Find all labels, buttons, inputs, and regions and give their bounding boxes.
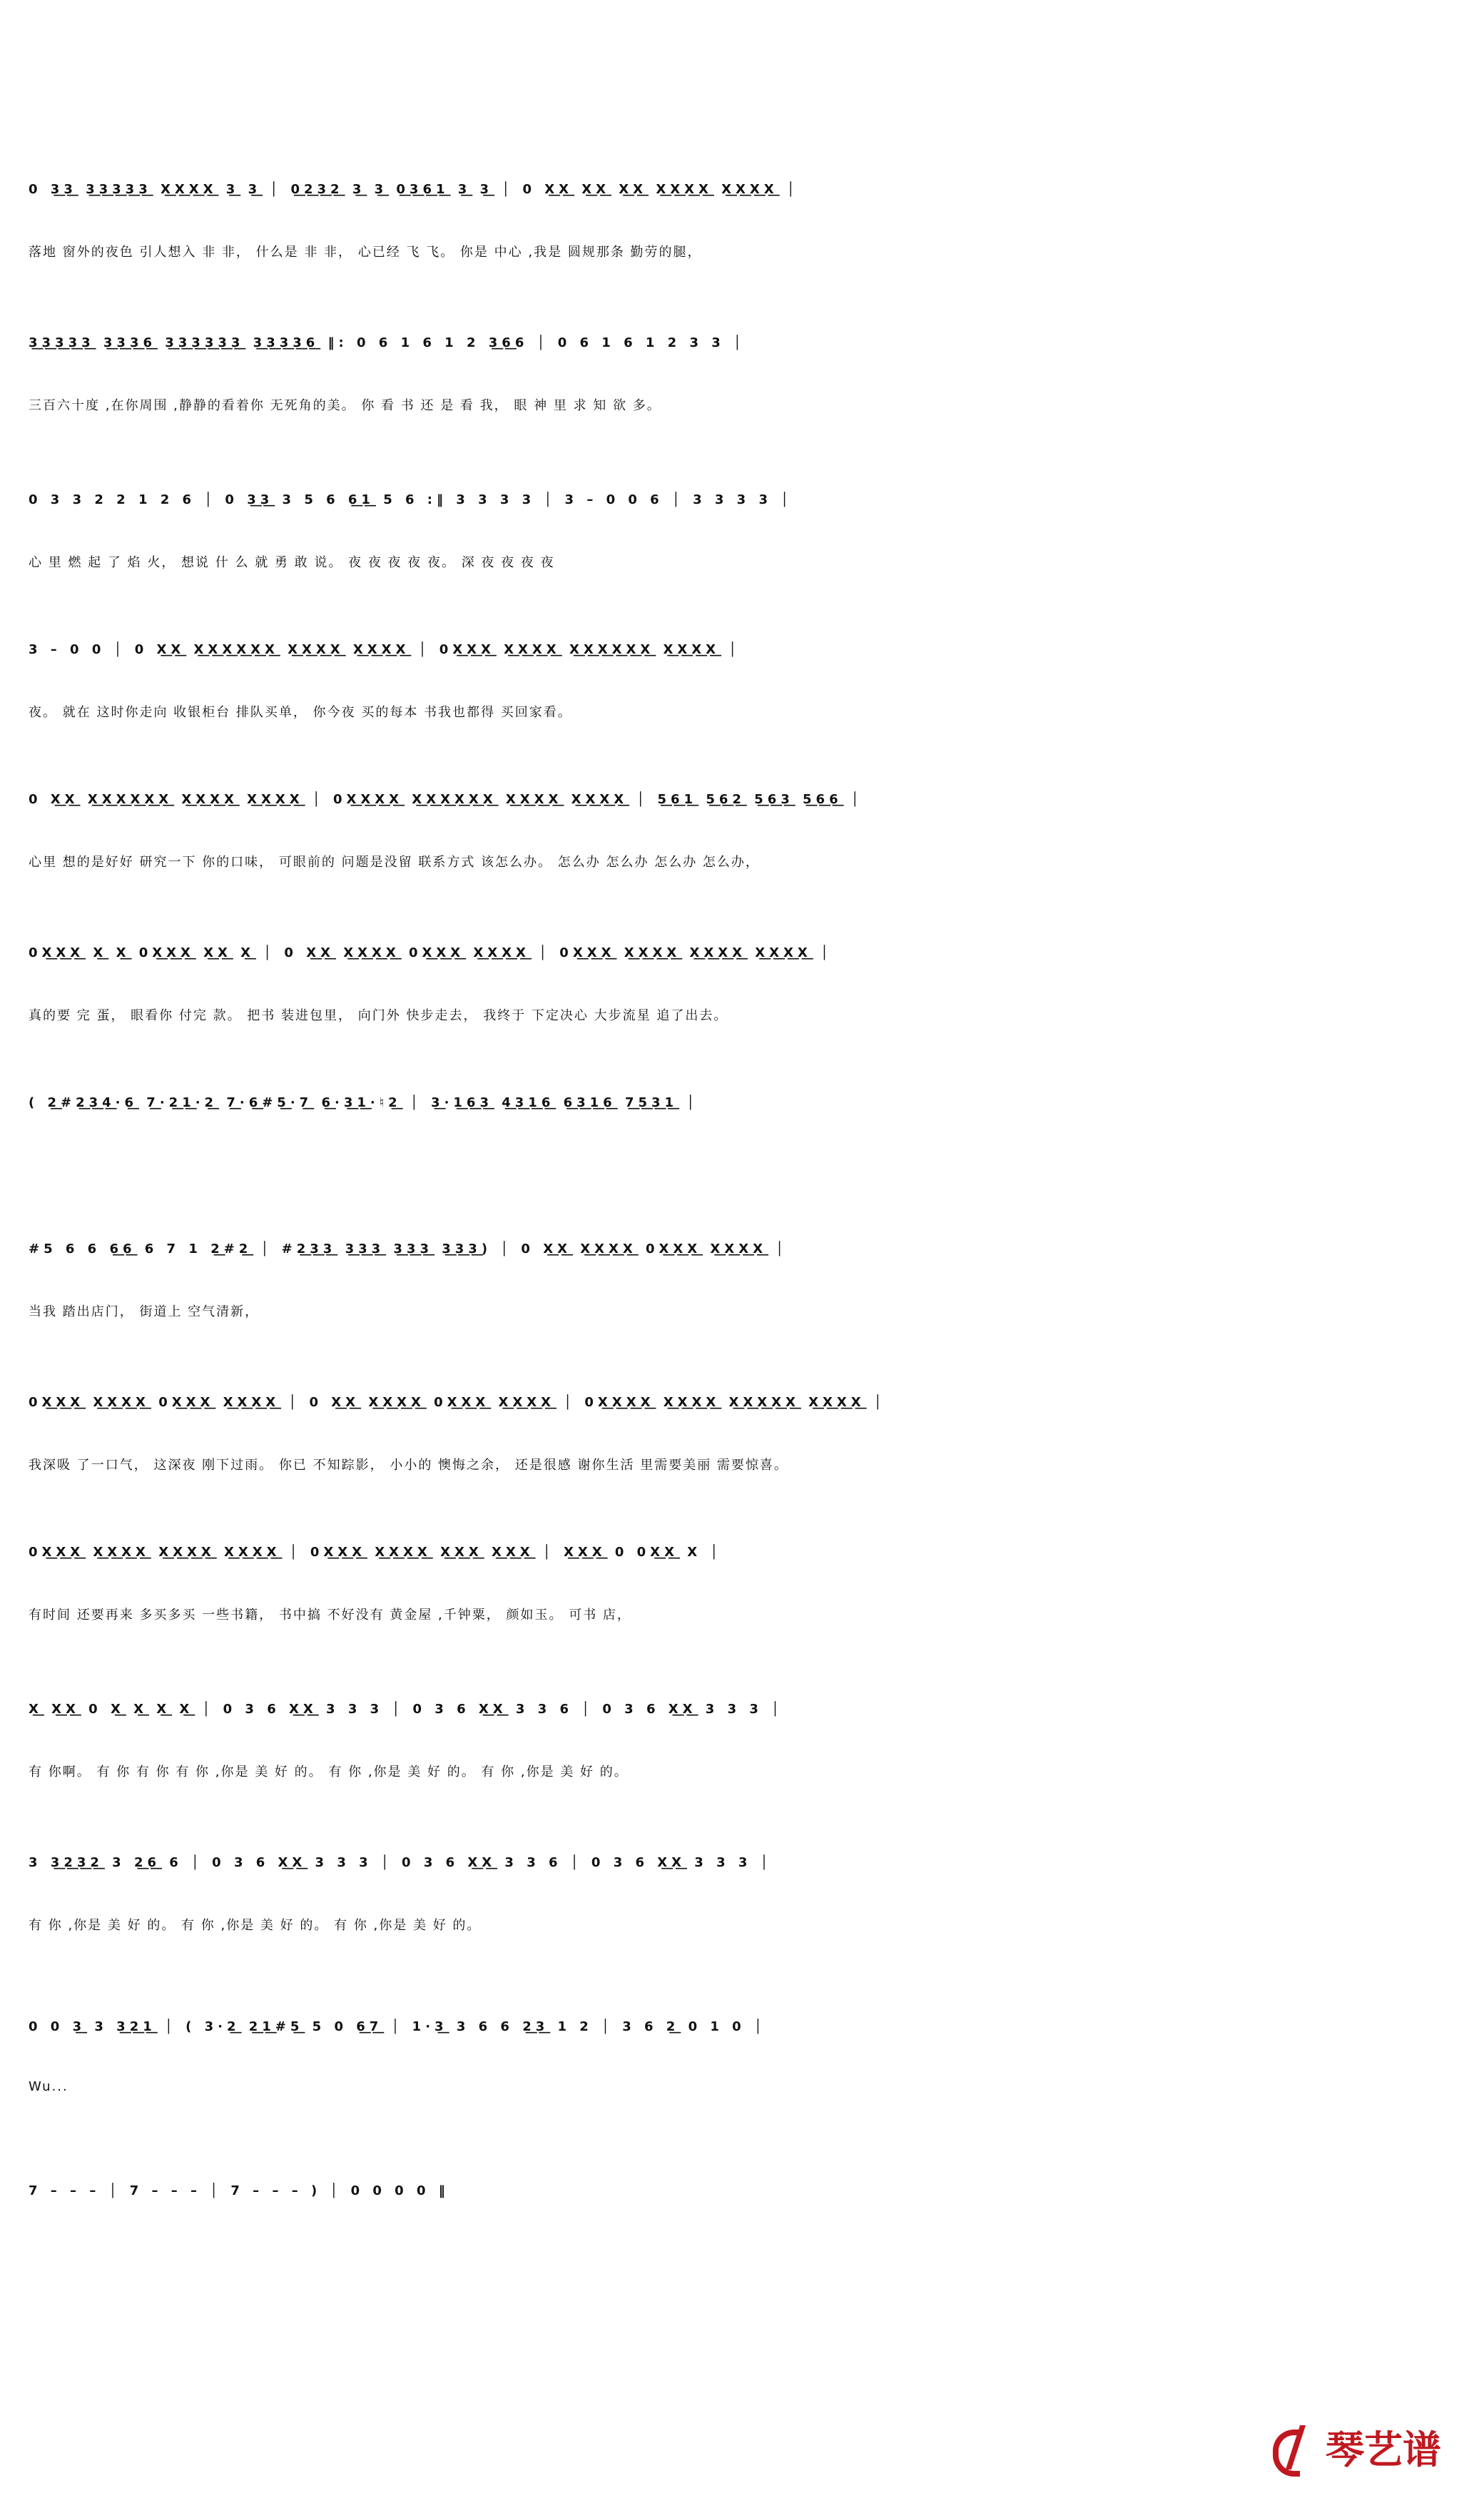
- lyric-line: 落地 窗外的夜色 引人想入 非 非， 什么是 非 非， 心已经 飞 飞。 你是 中心 ,我是 圆规那条 勤劳的腿，: [29, 245, 702, 260]
- lyric-line: 三百六十度 ,在你周围 ,静静的看着你 无死角的美。 你 看 书 还 是 看 我， 眼 神 里 求 知 欲 多。: [29, 398, 661, 413]
- lyric-line: 有时间 还要再来 多买多买 一些书籍， 书中搞 不好没有 黄金屋 ,千钟粟， 颜如玉。 可书 店，: [29, 1608, 631, 1623]
- lyric-line: 我深吸 了一口气， 这深夜 刚下过雨。 你已 不知踪影， 小小的 懊悔之余， 还是很感 谢你生活 里需要美丽 需要惊喜。: [29, 1458, 788, 1473]
- notation-line: 0X͟X͟X͟ X͟ X͟ 0X͟X͟X͟ X͟X͟ X͟ │ 0 X͟X͟ X͟X͟X͟X͟ 0X͟X͟X͟ X͟X͟X͟X͟ │ 0X͟X͟X͟ X͟X͟X͟X͟ X͟X͟X͟X͟ X͟X͟X͟X͟ │: [29, 945, 833, 960]
- lyric-line: 有 你啊。 有 你 有 你 有 你 ,你是 美 好 的。 有 你 ,你是 美 好 的。 有 你 ,你是 美 好 的。: [29, 1765, 629, 1779]
- notation-line: 0 3͟3͟ 3͟3͟3͟3͟3͟ X͟X͟X͟X͟ 3͟ 3͟ │ 0͟2͟3͟2͟ 3͟ 3͟ 0͟3͟6͟1͟ 3͟ 3͟ │ 0 X͟X͟ X͟X͟ X͟X͟ X͟X͟X͟X͟ X͟X͟X͟X͟ │: [29, 182, 799, 197]
- lyric-line: 心 里 燃 起 了 焰 火， 想说 什 么 就 勇 敢 说。 夜 夜 夜 夜 夜。 深 夜 夜 夜 夜: [29, 555, 555, 570]
- lyric-line: Wu...: [29, 2079, 68, 2094]
- notation-line: #5 6 6 6͟6͟ 6 7 1 2͟#2͟ │ #2͟3͟3͟ 3͟3͟3͟ 3͟3͟3͟ 3͟3͟3͟) │ 0 X͟X͟ X͟X͟X͟X͟ 0X͟X͟X͟ X͟X͟X͟X͟ │: [29, 1242, 788, 1256]
- notation-line: 0 0 3͟ 3 3͟2͟1͟ │ ( 3·2͟ 2͟1͟#5͟ 5 0 6͟7͟ │ 1·3͟ 3 6 6 2͟3͟ 1 2 │ 3 6 2͟ 0 1 0 │: [29, 2019, 766, 2034]
- notation-line: 0X͟X͟X͟ X͟X͟X͟X͟ 0X͟X͟X͟ X͟X͟X͟X͟ │ 0 X͟X͟ X͟X͟X͟X͟ 0X͟X͟X͟ X͟X͟X͟X͟ │ 0X͟X͟X͟X͟ X͟X͟X͟X͟ X͟X͟X͟X͟X͟ X͟X͟X͟X͟ │: [29, 1395, 886, 1410]
- lyric-line: [29, 1155, 1455, 1198]
- notation-line: 7 – – – │ 7 – – – │ 7 – – – ) │ 0 0 0 0 ‖: [29, 2183, 449, 2198]
- notation-line: ( 2͟#2͟3͟4͟·6͟ 7͟·2͟1͟·2͟ 7͟·6͟#5͟·7͟ 6͟·3͟1͟·♮2͟ │ 3͟·1͟6͟3͟ 4͟3͟1͟6͟ 6͟3͟1͟6͟ 7͟5͟3͟1͟ │: [29, 1095, 699, 1110]
- site-logo: [1269, 2420, 1441, 2474]
- lyric-line: [29, 2243, 1455, 2286]
- lyric-line: 心里 想的是好好 研究一下 你的口味， 可眼前的 问题是没留 联系方式 该怎么办。 怎么办 怎么办 怎么办 怎么办，: [29, 855, 760, 870]
- notation-line: 3 – 0 0 │ 0 X͟X͟ X͟X͟X͟X͟X͟X͟ X͟X͟X͟X͟ X͟X͟X͟X͟ │ 0X͟X͟X͟ X͟X͟X͟X͟ X͟X͟X͟X͟X͟X͟ X͟X͟X͟X͟ │: [29, 642, 741, 657]
- notation-line: 3͟3͟3͟3͟3͟ 3͟3͟3͟6͟ 3͟3͟3͟3͟3͟3͟ 3͟3͟3͟3͟6͟ ‖: 0 6 1 6 1 2 3͟6͟6 │ 0 6 1 6 1 2 3 3 │: [29, 335, 746, 350]
- notation-line: 0X͟X͟X͟ X͟X͟X͟X͟ X͟X͟X͟X͟ X͟X͟X͟X͟ │ 0X͟X͟X͟ X͟X͟X͟X͟ X͟X͟X͟ X͟X͟X͟ │ X͟X͟X͟ 0 0X͟X͟ X │: [29, 1545, 723, 1560]
- notation-line: 3 3͟2͟3͟2͟ 3 2͟6͟ 6 │ 0 3 6 X͟X͟ 3 3 3 │ 0 3 6 X͟X͟ 3 3 6 │ 0 3 6 X͟X͟ 3 3 3 │: [29, 1855, 773, 1870]
- logo-text: 琴艺谱: [1326, 2427, 1441, 2472]
- lyric-line: 夜。 就在 这时你走向 收银柜台 排队买单， 你今夜 买的每本 书我也都得 买回家看。: [29, 705, 572, 720]
- notation-line: 0 3 3 2 2 1 2 6 │ 0 3͟3͟ 3 5 6 6͟1͟ 5 6 :‖ 3 3 3 3 │ 3 – 0 0 6 │ 3 3 3 3 │: [29, 492, 793, 507]
- lyric-line: 当我 踏出店门， 街道上 空气清新，: [29, 1304, 260, 1319]
- lyric-line: 真的要 完 蛋， 眼看你 付完 款。 把书 装进包里， 向门外 快步走去， 我终于 下定决心 大步流星 追了出去。: [29, 1008, 728, 1023]
- notation-line: 0 X͟X͟ X͟X͟X͟X͟X͟X͟ X͟X͟X͟X͟ X͟X͟X͟X͟ │ 0X͟X͟X͟X͟ X͟X͟X͟X͟X͟X͟ X͟X͟X͟X͟ X͟X͟X͟X͟ │ 5͟6͟1͟ 5͟6͟2͟ 5͟6͟3͟ 5͟6͟6͟ │: [29, 792, 863, 807]
- notation-line: X͟ X͟X͟ 0 X͟ X͟ X͟ X͟ │ 0 3 6 X͟X͟ 3 3 3 │ 0 3 6 X͟X͟ 3 3 6 │ 0 3 6 X͟X͟ 3 3 3 │: [29, 1702, 783, 1717]
- lyric-line: 有 你 ,你是 美 好 的。 有 你 ,你是 美 好 的。 有 你 ,你是 美 好 的。: [29, 1918, 482, 1933]
- logo-mark-icon: [1269, 2422, 1318, 2472]
